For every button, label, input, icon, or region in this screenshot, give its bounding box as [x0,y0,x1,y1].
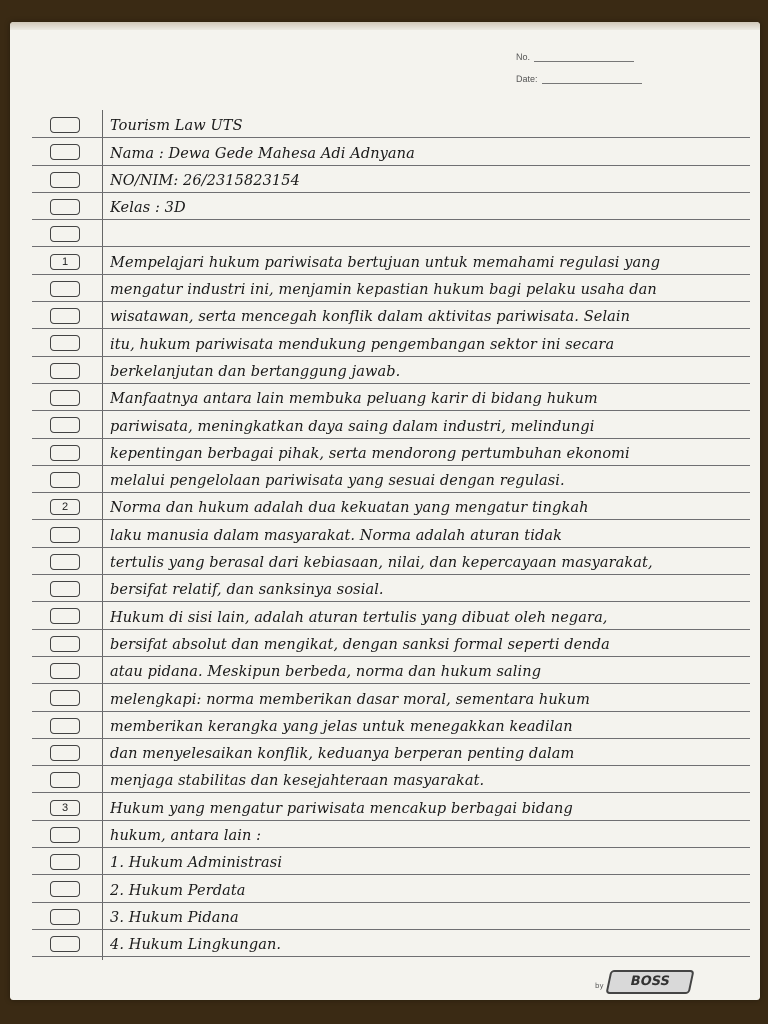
line-checkbox [50,527,80,543]
notebook-line [32,874,750,902]
handwritten-text: kepentingan berbagai pihak, serta mendorong pertumbuhan ekonomi [110,445,630,462]
handwritten-text: Kelas : 3D [110,200,186,217]
no-label: No. [516,52,531,62]
line-checkbox [50,335,80,351]
handwritten-text: Hukum yang mengatur pariwisata mencakup berbagai bidang [110,800,573,817]
handwritten-text: 3. Hukum Pidana [110,909,239,926]
notebook-line [32,629,750,657]
notebook-line [32,192,750,220]
line-checkbox [50,472,80,488]
line-checkbox [50,909,80,925]
notebook-line [32,356,750,384]
line-checkbox [50,417,80,433]
line-checkbox [50,772,80,788]
handwritten-text: Hukum di sisi lain, adalah aturan tertulis yang dibuat oleh negara, [110,609,608,626]
logo-by-text: by [595,982,604,990]
line-checkbox [50,117,80,133]
handwritten-text: Nama : Dewa Gede Mahesa Adi Adnyana [110,145,415,162]
line-checkbox [50,363,80,379]
line-checkbox [50,308,80,324]
line-checkbox [50,144,80,160]
notebook-line [32,383,750,411]
line-checkbox [50,663,80,679]
notebook-line [32,301,750,329]
line-checkbox [50,690,80,706]
line-checkbox: 2 [50,499,80,515]
handwritten-text: berkelanjutan dan bertanggung jawab. [110,363,401,380]
handwritten-text: memberikan kerangka yang jelas untuk menegakkan keadilan [110,718,573,735]
notebook-line [32,929,750,957]
line-checkbox [50,554,80,570]
notebook-line [32,738,750,766]
line-checkbox [50,718,80,734]
page-top-edge [10,22,760,30]
line-checkbox [50,936,80,952]
notebook-line [32,137,750,165]
handwritten-text: Mempelajari hukum pariwisata bertujuan untuk memahami regulasi yang [110,254,661,271]
notebook-line [32,274,750,302]
handwritten-text: melengkapi: norma memberikan dasar moral, sementara hukum [110,691,590,708]
notebook-line [32,219,750,247]
handwritten-text: melalui pengelolaan pariwisata yang sesuai dengan regulasi. [110,473,565,490]
handwritten-text: atau pidana. Meskipun berbeda, norma dan hukum saling [110,664,542,681]
notebook-line [32,438,750,466]
handwritten-text: 4. Hukum Lingkungan. [110,937,282,954]
handwritten-text: 2. Hukum Perdata [110,882,246,899]
handwritten-text: Norma dan hukum adalah dua kekuatan yang mengatur tingkah [110,500,589,517]
handwritten-text: dan menyelesaikan konflik, keduanya berperan penting dalam [110,746,575,763]
handwritten-text: NO/NIM: 26/2315823154 [110,172,300,189]
line-checkbox [50,827,80,843]
line-checkbox [50,445,80,461]
handwritten-text: laku manusia dalam masyarakat. Norma adalah aturan tidak [110,527,562,544]
line-checkbox [50,390,80,406]
notebook-line [32,410,750,438]
notebook-line [32,656,750,684]
handwritten-text: wisatawan, serta mencegah konflik dalam aktivitas pariwisata. Selain [110,309,631,326]
no-field [516,52,634,62]
notebook-line [32,165,750,193]
notebook-line [32,465,750,493]
notebook-line [32,765,750,793]
notebook-line [32,902,750,930]
notebook-line [32,793,750,821]
handwritten-text: bersifat absolut dan mengikat, dengan sanksi formal seperti denda [110,636,610,653]
line-checkbox [50,608,80,624]
notebook-line [32,683,750,711]
handwritten-text: itu, hukum pariwisata mendukung pengembangan sektor ini secara [110,336,615,353]
notebook-line [32,247,750,275]
handwritten-text: Tourism Law UTS [110,118,243,135]
line-checkbox [50,199,80,215]
handwritten-text: menjaga stabilitas dan kesejahteraan masyarakat. [110,773,485,790]
notebook-line [32,492,750,520]
notebook-line [32,328,750,356]
line-checkbox [50,172,80,188]
line-checkbox [50,745,80,761]
notebook-line [32,711,750,739]
notebook-line [32,574,750,602]
line-checkbox: 1 [50,254,80,270]
handwritten-text: pariwisata, meningkatkan daya saing dalam industri, melindungi [110,418,595,435]
line-checkbox [50,281,80,297]
handwritten-text: bersifat relatif, dan sanksinya sosial. [110,582,384,599]
handwritten-text: tertulis yang berasal dari kebiasaan, nilai, dan kepercayaan masyarakat, [110,555,653,572]
notebook-line [32,110,750,138]
brand-logo: BOSS [605,970,694,994]
line-checkbox [50,636,80,652]
handwritten-text: hukum, antara lain : [110,828,262,845]
date-field [516,74,642,84]
notebook-page [10,22,760,1000]
handwritten-text: 1. Hukum Administrasi [110,855,283,872]
notebook-line [32,547,750,575]
line-checkbox [50,226,80,242]
line-checkbox: 3 [50,800,80,816]
notebook-line [32,601,750,629]
line-checkbox [50,881,80,897]
line-checkbox [50,854,80,870]
handwritten-text: mengatur industri ini, menjamin kepastian hukum bagi pelaku usaha dan [110,282,657,299]
notebook-line [32,820,750,848]
handwritten-text: Manfaatnya antara lain membuka peluang karir di bidang hukum [110,391,598,408]
date-label: Date: [516,74,538,84]
notebook-line [32,520,750,548]
notebook-line [32,847,750,875]
line-checkbox [50,581,80,597]
